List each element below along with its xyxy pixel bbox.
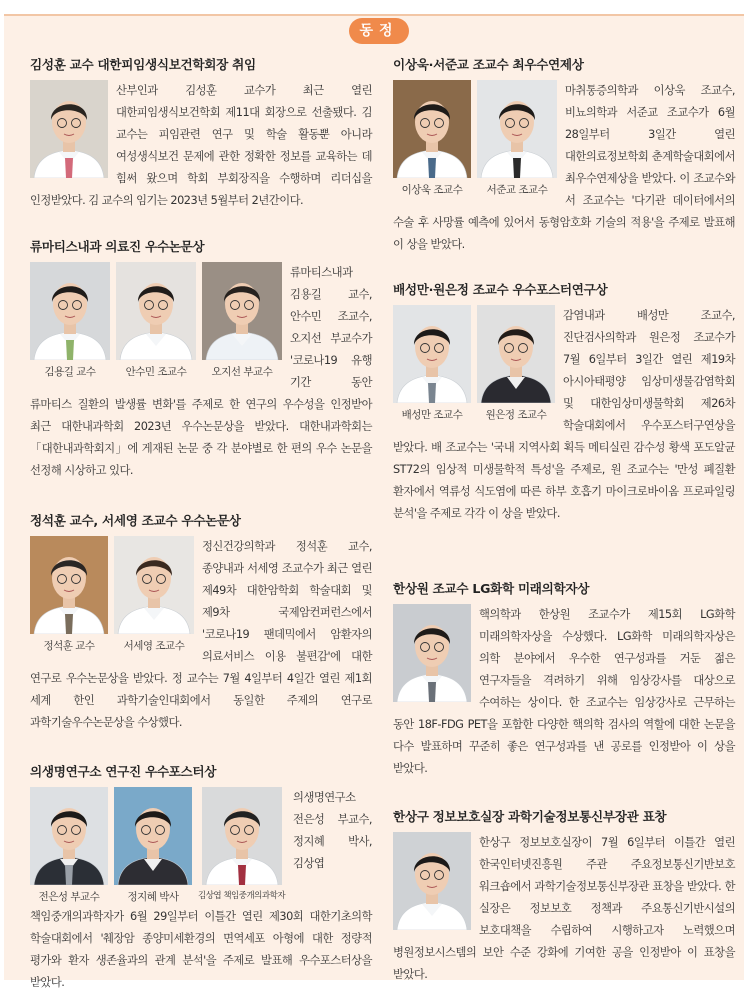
article-title: 김성훈 교수 대한피임생식보건학회장 취임 bbox=[30, 57, 256, 72]
portrait-photo bbox=[477, 305, 555, 422]
article-photos bbox=[393, 80, 557, 197]
portrait-photo bbox=[393, 604, 471, 702]
photo-caption: 김용길 교수 bbox=[44, 366, 96, 378]
article-left-1 bbox=[30, 236, 372, 482]
person-photo bbox=[30, 262, 110, 360]
photo-caption: 정석훈 교수 bbox=[43, 640, 95, 652]
article-left-0 bbox=[30, 54, 372, 212]
article-title: 류마티스내과 의료진 우수논문상 bbox=[30, 239, 205, 254]
photo-caption: 배성만 조교수 bbox=[401, 409, 463, 421]
person-photo bbox=[30, 787, 108, 885]
article-body: 산부인과 김성훈 교수가 최근 열린 대한피임생식보건학회 제11대 회장으로 선출됐다. 김 교수는 피임관련 연구 및 학술 활동뿐 아니라 여성생식보건 문제에 관한 정확한 정보를 교육하는 데 힘써 왔으며 학회 부회장직을 수행하며 리더십을 인정받았다. 김 교수의 임기는 2023년 5월부터 2년간이다. bbox=[30, 84, 372, 207]
page bbox=[4, 14, 744, 989]
portrait-photo bbox=[114, 536, 194, 653]
article-title: 한상구 정보보호실장 과학기술정보통신부장관 표창 bbox=[393, 809, 667, 824]
person-photo bbox=[202, 262, 282, 360]
article-title: 한상원 조교수 LG화학 미래의학자상 bbox=[393, 581, 590, 596]
article-body: 류마티스내과 김용길 교수, 안수민 조교수, 오지선 부교수가 '코로나19 유행 기간 동안 류마티스 질환의 발생률 변화'를 주제로 한 연구의 우수성을 인정받아 최근 대한내과학회 2023년 우수논문상을 받았다. 대한내과학회는 「대한내과학회지」에 게재된 논문 중 각 분야별로 한 편의 우수 논문을 선정해 시상하고 있다. bbox=[30, 266, 372, 477]
section-badge: 동정 bbox=[349, 18, 409, 44]
photo-caption: 오지선 부교수 bbox=[211, 366, 273, 378]
portrait-photo bbox=[393, 305, 471, 422]
article-photos bbox=[30, 262, 282, 379]
person-photo bbox=[114, 787, 192, 885]
article-photos bbox=[30, 536, 194, 653]
article-title: 배성만·원은정 조교수 우수포스터연구상 bbox=[393, 282, 608, 297]
portrait-photo bbox=[116, 262, 196, 379]
article-title: 이상욱·서준교 조교수 최우수연제상 bbox=[393, 57, 584, 72]
article-photos bbox=[393, 832, 471, 930]
portrait-photo bbox=[30, 536, 108, 653]
portrait-photo bbox=[30, 80, 108, 178]
photo-caption: 김상엽 책임중개의과학자 bbox=[198, 891, 286, 901]
article-photos bbox=[393, 305, 555, 422]
article-photos bbox=[393, 604, 471, 702]
portrait-photo bbox=[114, 787, 192, 904]
article-title: 의생명연구소 연구진 우수포스터상 bbox=[30, 764, 217, 779]
person-photo bbox=[393, 305, 471, 403]
article-right-0 bbox=[393, 54, 735, 256]
article-body: 정신건강의학과 정석훈 교수, 종양내과 서세영 조교수가 최근 열린 제49차 대한암학회 학술대회 및 제9차 국제암컨퍼런스에서 '코로나19 팬데믹에서 암환자의 의료서비스 이용 불편감'에 대한 연구로 우수논문상을 받았다. 정 교수는 7월 4일부터 4일간 열린 제1회 세계 한인 과학기술인대회에서 동일한 주제의 연구로 과학기술우수논문상을 수상했다. bbox=[30, 540, 372, 729]
article-body: 마취통증의학과 이상욱 조교수, 비뇨의학과 서준교 조교수가 6월 28일부터 3일간 열린 대한의료정보학회 춘계학술대회에서 최우수연제상을 받았다. 이 조교수와 서 조교수는 '다기관 데이터에서의 수술 후 사망률 예측에 있어서 동형암호화 기술의 적용'을 주제로 발표해 이 상을 받았다. bbox=[393, 84, 735, 251]
portrait-photo bbox=[198, 787, 285, 904]
person-photo bbox=[477, 80, 557, 178]
article-left-2 bbox=[30, 510, 372, 734]
article-photos bbox=[30, 787, 285, 904]
person-photo bbox=[477, 305, 555, 403]
portrait-photo bbox=[30, 262, 110, 379]
person-photo bbox=[30, 536, 108, 634]
article-body: 핵의학과 한상원 조교수가 제15회 LG화학 미래의학자상을 수상했다. LG화학 미래의학자상은 의학 분야에서 우수한 연구성과를 거둔 젊은 연구자들을 격려하기 위해 임상강사를 대상으로 수여하는 상이다. 한 조교수는 임상강사로 근무하는 동안 18F-FDG PET을 포함한 다양한 핵의학 검사의 역할에 대한 논문을 다수 발표하며 꾸준히 좋은 연구성과를 낸 공로를 인정받아 이 상을 받았다. bbox=[393, 608, 735, 775]
person-photo bbox=[393, 80, 471, 178]
photo-caption: 전은성 부교수 bbox=[38, 891, 100, 903]
person-photo bbox=[30, 80, 108, 178]
portrait-photo bbox=[30, 787, 108, 904]
photo-caption: 서준교 조교수 bbox=[486, 184, 548, 196]
photo-caption: 서세영 조교수 bbox=[123, 640, 185, 652]
article-right-3 bbox=[393, 806, 735, 986]
article-photos bbox=[30, 80, 108, 178]
article-right-1 bbox=[393, 279, 735, 525]
photo-caption: 정지혜 박사 bbox=[127, 891, 179, 903]
photo-caption: 안수민 조교수 bbox=[125, 366, 187, 378]
portrait-photo bbox=[477, 80, 557, 197]
portrait-photo bbox=[393, 832, 471, 930]
portrait-photo bbox=[202, 262, 282, 379]
article-body: 의생명연구소 전은성 부교수, 정지혜 박사, 김상엽 책임중개의과학자가 6월 29일부터 이틀간 열린 제30회 대한기초의학 학술대회에서 '췌장암 종양미세환경의 면역세포 아형에 대한 정량적 평가와 환자 생존율과의 관계 분석'을 주제로 발표해 우수포스터상을 받았다. bbox=[30, 791, 372, 989]
article-left-3 bbox=[30, 761, 372, 994]
person-photo bbox=[116, 262, 196, 360]
article-title: 정석훈 교수, 서세영 조교수 우수논문상 bbox=[30, 513, 241, 528]
article-right-2 bbox=[393, 578, 735, 780]
photo-caption: 이상욱 조교수 bbox=[401, 184, 463, 196]
article-body: 한상구 정보보호실장이 7월 6일부터 이틀간 열린 한국인터넷진흥원 주관 주요정보통신기반보호 워크숍에서 과학기술정보통신부장관 표창을 받았다. 한 실장은 정보보호 정책과 주요통신기반시설의 보호대책을 수립하여 시행하고자 노력했으며 병원정보시스템의 보안 수준 강화에 기여한 공을 인정받아 이 표창을 받았다. bbox=[393, 836, 735, 981]
photo-caption: 원은정 조교수 bbox=[485, 409, 547, 421]
portrait-photo bbox=[393, 80, 471, 197]
person-photo bbox=[114, 536, 194, 634]
person-photo bbox=[202, 787, 282, 885]
person-photo bbox=[393, 604, 471, 702]
article-body: 감염내과 배성만 조교수, 진단검사의학과 원은정 조교수가 7월 6일부터 3일간 열린 제19차 아시아태평양 임상미생물감염학회 및 대한임상미생물학회 제26차 학술대회에서 우수포스터구연상을 받았다. 배 조교수는 '국내 지역사회 획득 메티실린 감수성 황색 포도알균 ST72의 임상적 미생물학적 특성'을 주제로, 원 조교수는 '만성 폐질환 환자에서 역류성 식도염에 따른 하부 호흡기 마이크로바이옴 프로파일링 분석'을 주제로 각각 이 상을 받았다. bbox=[393, 309, 735, 520]
person-photo bbox=[393, 832, 471, 930]
